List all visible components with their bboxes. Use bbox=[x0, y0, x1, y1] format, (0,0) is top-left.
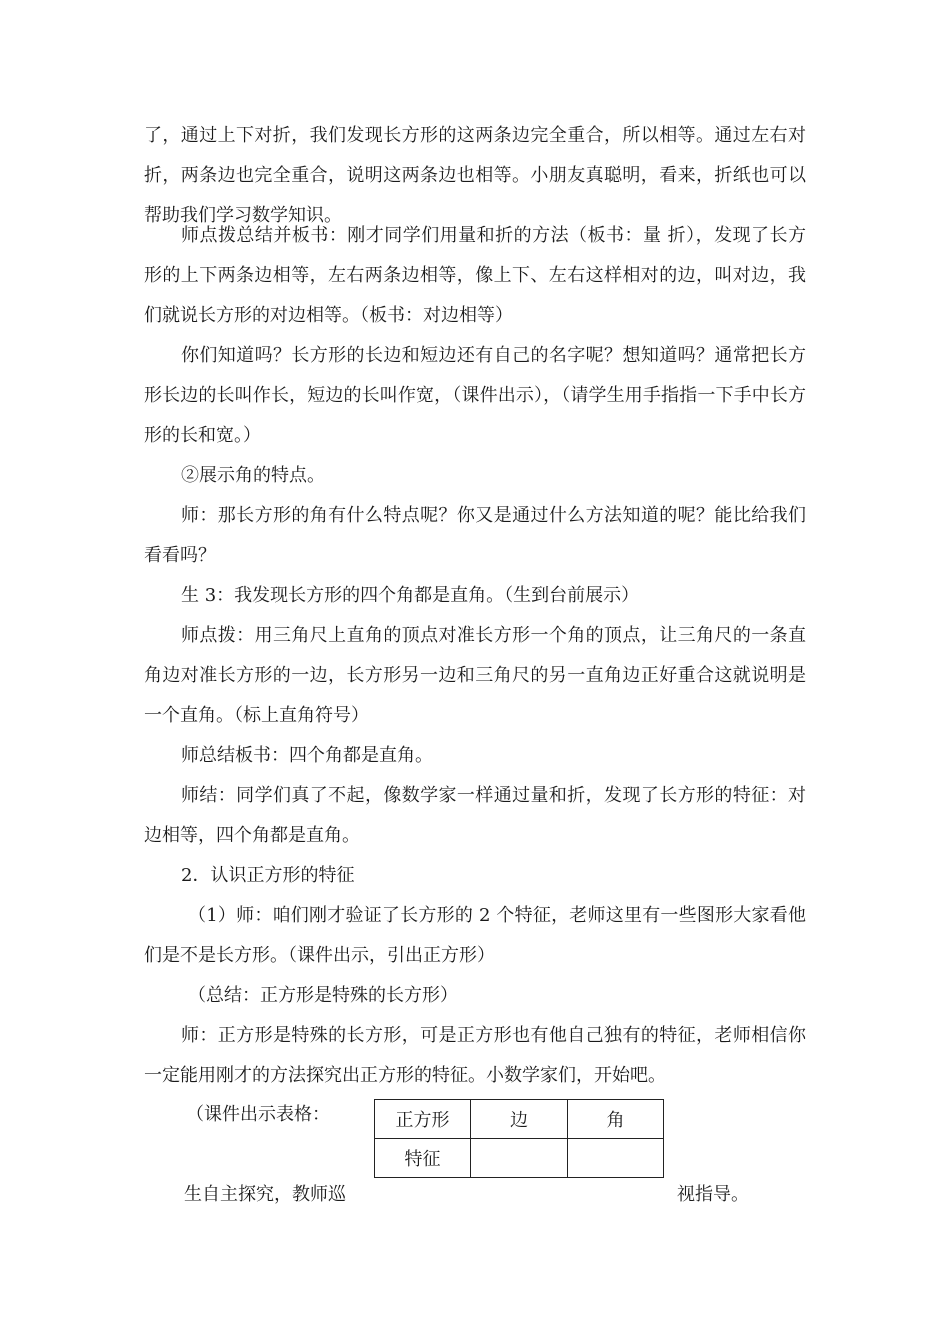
square-feature-table bbox=[374, 1099, 664, 1178]
paragraph-square-summary: （总结：正方形是特殊的长方形） bbox=[188, 985, 458, 1006]
paragraph-angle-heading: ②展示角的特点。 bbox=[181, 465, 325, 486]
paragraph-angle-question: 师：那长方形的角有什么特点呢？你又是通过什么方法知道的呢？能比给我们看看吗？ bbox=[144, 505, 806, 566]
paragraph-square-intro: （1）师：咱们刚才验证了长方形的 2 个特征，老师这里有一些图形大家看他们是不是长方形。（课件出示，引出正方形） bbox=[144, 905, 806, 966]
paragraph-right-angle-board: 师总结板书：四个角都是直角。 bbox=[181, 745, 433, 766]
table-cell bbox=[568, 1139, 664, 1178]
table-cell bbox=[471, 1139, 568, 1178]
table-intro-text: （课件出示表格： bbox=[186, 1104, 330, 1125]
closing-text-right: 视指导。 bbox=[677, 1184, 749, 1205]
table-header-cell: 角 bbox=[568, 1100, 664, 1139]
paragraph-teacher-summary-opposite-sides: 师点拨总结并板书：刚才同学们用量和折的方法（板书：量 折），发现了长方形的上下两条边相等，左右两条边相等，像上下、左右这样相对的边，叫对边，我们就说长方形的对边相等。（板书：对边相等） bbox=[144, 225, 806, 326]
paragraph-fold-conclusion: 了，通过上下对折，我们发现长方形的这两条边完全重合，所以相等。通过左右对折，两条边也完全重合，说明这两条边也相等。小朋友真聪明，看来，折纸也可以帮助我们学习数学知识。 bbox=[144, 125, 806, 226]
table-row bbox=[375, 1139, 664, 1178]
table-header-cell: 边 bbox=[471, 1100, 568, 1139]
paragraph-right-angle-method: 师点拨：用三角尺上直角的顶点对准长方形一个角的顶点，让三角尺的一条直角边对准长方形的一边，长方形另一边和三角尺的另一直角边正好重合这就说明是一个直角。（标上直角符号） bbox=[144, 625, 806, 726]
paragraph-length-width: 你们知道吗？长方形的长边和短边还有自己的名字呢？想知道吗？通常把长方形长边的长叫作长，短边的长叫作宽，（课件出示），（请学生用手指指一下手中长方形的长和宽。） bbox=[144, 345, 806, 446]
table-header-row bbox=[375, 1100, 664, 1139]
closing-text-left: 生自主探究，教师巡 bbox=[184, 1184, 346, 1205]
section-heading-square: 2．认识正方形的特征 bbox=[181, 865, 355, 886]
paragraph-student-3: 生 3：我发现长方形的四个角都是直角。（生到台前展示） bbox=[181, 585, 640, 606]
paragraph-rectangle-conclusion: 师结：同学们真了不起，像数学家一样通过量和折，发现了长方形的特征：对边相等，四个角都是直角。 bbox=[144, 785, 806, 846]
table-cell: 特征 bbox=[375, 1139, 471, 1178]
paragraph-square-explore: 师：正方形是特殊的长方形，可是正方形也有他自己独有的特征，老师相信你一定能用刚才的方法探究出正方形的特征。小数学家们，开始吧。 bbox=[144, 1025, 806, 1086]
table-header-cell: 正方形 bbox=[375, 1100, 471, 1139]
